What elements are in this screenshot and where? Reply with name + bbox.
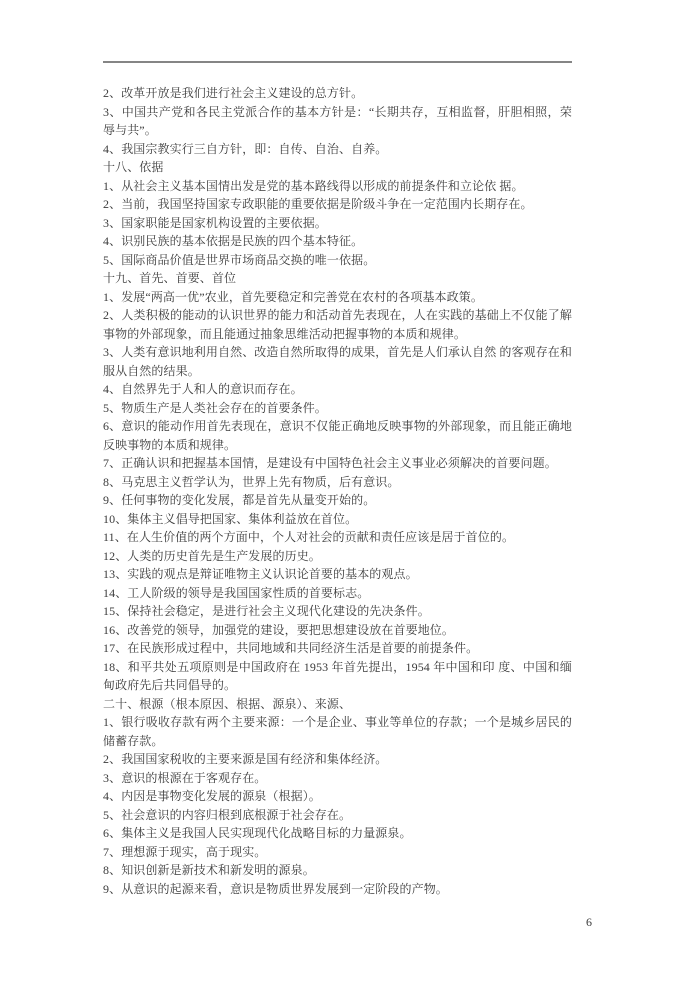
- section-heading: 十八、依据: [103, 160, 164, 174]
- header-rule: [103, 61, 572, 63]
- list-item: 14、工人阶级的领导是我国国家性质的首要标志。: [103, 585, 370, 600]
- list-item: 4、识别民族的基本依据是民族的四个基本特征。: [103, 234, 364, 248]
- list-item: 2、改革开放是我们进行社会主义建设的总方针。: [103, 86, 364, 100]
- list-item: 13、实践的观点是辩证唯物主义认识论首要的基本的观点。: [103, 567, 418, 581]
- list-item: 7、理想源于现实，高于现实。: [103, 844, 267, 859]
- list-item: 2、我国国家税收的主要来源是国有经济和集体经济。: [103, 752, 388, 766]
- list-item: 8、知识创新是新技术和新发明的源泉。: [103, 863, 315, 877]
- list-item: 4、我国宗教实行三自方针，即：自传、自治、自养。: [103, 141, 388, 156]
- page-number: 6: [586, 915, 592, 929]
- list-item: 12、人类的历史首先是生产发展的历史。: [103, 548, 321, 563]
- list-item: 9、从意识的起源来看，意识是物质世界发展到一定阶段的产物。: [103, 881, 448, 896]
- list-item: 10、集体主义倡导把国家、集体利益放在首位。: [103, 511, 358, 526]
- list-item: 3、意识的根源在于客观存在。: [103, 770, 267, 785]
- document-body: [103, 84, 572, 898]
- list-item: 6、集体主义是我国人民实现现代化战略目标的力量源泉。: [103, 826, 412, 840]
- list-item: 5、物质生产是人类社会存在的首要条件。: [103, 400, 327, 415]
- section-heading: 二十、根源（根本原因、根据、源泉）、来源、: [103, 696, 352, 711]
- list-item: 11、在人生价值的两个方面中，个人对社会的贡献和责任应该是居于首位的。: [103, 530, 515, 544]
- list-item: 2、人类积极的能动的认识世界的能力和活动首先表现在，人在实践的基础上不仅能了解事物的外部现象，而且能通过抽象思维活动把握事物的本质和规律。: [103, 308, 572, 341]
- list-item: 16、改善党的领导，加强党的建设，要把思想建设放在首要地位。: [103, 622, 455, 637]
- list-item: 17、在民族形成过程中，共同地域和共同经济生活是首要的前提条件。: [103, 641, 479, 655]
- list-item: 3、国家职能是国家机构设置的主要依据。: [103, 215, 327, 230]
- list-item: 8、马克思主义哲学认为，世界上先有物质，后有意识。: [103, 474, 400, 489]
- list-item: 1、从社会主义基本国情出发是党的基本路线得以形成的前提条件和立论依 据。: [103, 178, 524, 193]
- section-heading: 十九、首先、首要、首位: [103, 271, 237, 285]
- list-item: 3、中国共产党和各民主党派合作的基本方针是：“长期共存，互相监督，肝胆相照，荣辱与共”。: [103, 104, 572, 137]
- list-item: 4、内因是事物变化发展的源泉（根据）。: [103, 789, 321, 803]
- list-item: 1、银行吸收存款有两个主要来源：一个是企业、事业等单位的存款；一个是城乡居民的储蓄存款。: [103, 715, 572, 748]
- list-item: 18、和平共处五项原则是中国政府在 1953 年首先提出，1954 年中国和印 度、中国和缅甸政府先后共同倡导的。: [103, 659, 572, 692]
- list-item: 15、保持社会稳定，是进行社会主义现代化建设的先决条件。: [103, 604, 430, 618]
- list-item: 1、发展“两高一优”农业，首先要稳定和完善党在农村的各项基本政策。: [103, 289, 483, 304]
- list-item: 9、任何事物的变化发展，都是首先从量变开始的。: [103, 493, 376, 507]
- list-item: 5、社会意识的内容归根到底根源于社会存在。: [103, 807, 352, 822]
- list-item: 5、国际商品价值是世界市场商品交换的唯一依据。: [103, 252, 376, 267]
- list-item: 4、自然界先于人和人的意识而存在。: [103, 382, 303, 396]
- list-item: 2、当前，我国坚持国家专政职能的重要依据是阶级斗争在一定范围内长期存在。: [103, 197, 533, 211]
- list-item: 3、人类有意识地利用自然、改造自然所取得的成果，首先是人们承认自然 的客观存在和服从自然的结果。: [103, 345, 573, 378]
- list-item: 7、正确认识和把握基本国情，是建设有中国特色社会主义事业必须解决的首要问题。: [103, 456, 557, 470]
- list-item: 6、意识的能动作用首先表现在，意识不仅能正确地反映事物的外部现象，而且能正确地反映事物的本质和规律。: [103, 419, 572, 452]
